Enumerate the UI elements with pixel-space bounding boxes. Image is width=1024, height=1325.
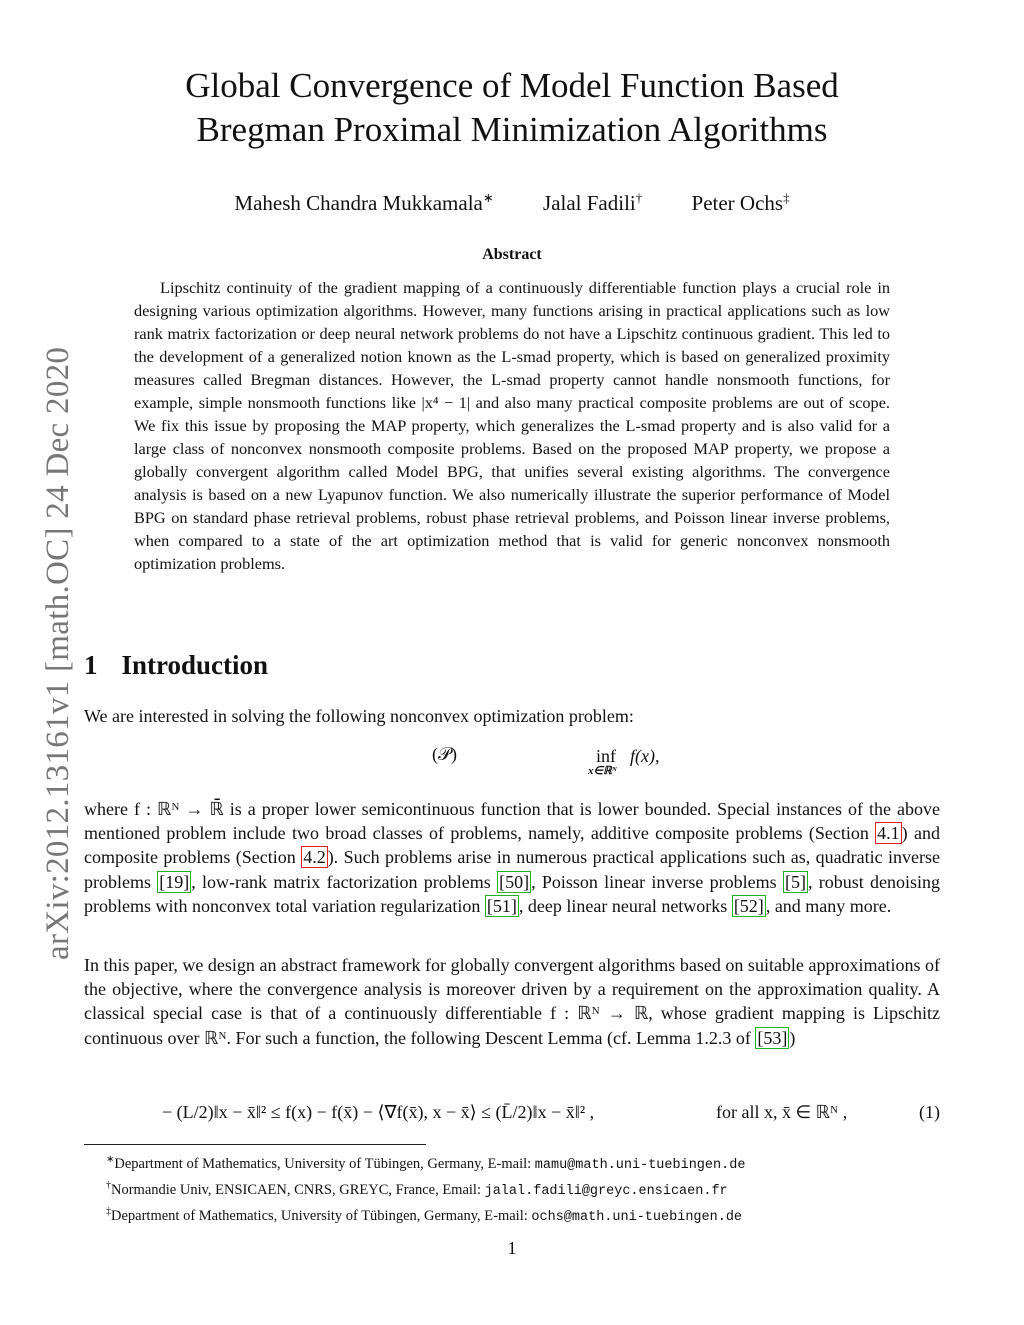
title-line-1: Global Convergence of Model Function Based xyxy=(185,66,839,105)
title-line-2: Bregman Proximal Minimization Algorithms xyxy=(196,110,828,149)
equation-body: − (L/2)‖x − x̄‖² ≤ f(x) − f(x̄) − ⟨∇f(x̄), x − x̄⟩ ≤ (L̄/2)‖x − x̄‖² , xyxy=(162,1102,595,1122)
intro-paragraph-3: In this paper, we design an abstract framework for globally convergent algorithms based on suitable approximations of the objective, where the convergence analysis is moreover driven by a requirement on the approximation quality. A classical special case is that of a continuously differentiable f : ℝᴺ → ℝ, whose gradient mapping is Lipschitz continuous over ℝᴺ. For such a function, the following Descent Lemma (cf. Lemma 1.2.3 of [53] ) xyxy=(84,955,940,1048)
citation-50[interactable]: [50] xyxy=(499,871,530,892)
section-ref-4-1[interactable]: 4.1 xyxy=(877,823,900,844)
equation-number: (1) xyxy=(919,1102,940,1122)
email-link-2[interactable]: jalal.fadili@greyc.ensicaen.fr xyxy=(484,1183,728,1199)
paper-title xyxy=(84,64,940,152)
equation-condition: for all x, x̄ ∈ ℝᴺ , xyxy=(716,1102,848,1122)
author-list xyxy=(84,190,940,216)
email-link-3[interactable]: ochs@math.uni-tuebingen.de xyxy=(531,1209,743,1225)
author-2: Jalal Fadili† xyxy=(543,190,643,215)
section-ref-4-2[interactable]: 4.2 xyxy=(303,847,326,868)
footnote-1: ∗Department of Mathematics, University of Tübingen, Germany, E-mail: mamu@math.uni-tuebingen.de xyxy=(106,1154,746,1173)
author-2-footnote-mark[interactable]: † xyxy=(635,190,643,205)
citation-53[interactable]: [53] xyxy=(757,1027,788,1048)
footnote-3: ‡Department of Mathematics, University of Tübingen, Germany, E-mail: ochs@math.uni-tuebingen.de xyxy=(106,1205,743,1225)
author-3: Peter Ochs‡ xyxy=(691,190,790,215)
section-number: 1 xyxy=(84,650,98,680)
problem-infimum-subscript: x∈ℝᴺ xyxy=(588,765,617,777)
problem-label: (𝒫) xyxy=(432,744,457,764)
intro-paragraph-2: where f : ℝᴺ → ℝ̄ is a proper lower semicontinuous function that is lower bounded. Special instances of the above mentioned problem include two broad classes of problems, namely, additive composite problems (Section 4.1 ) and composite problems (Section 4.2 ). Such problems arise in numerous practical applications such as, quadratic inverse problems [19] , low-rank matrix factorization problems [50] , Poisson linear inverse problems [5] , robust denoising problems with nonconvex total variation regularization [51] , deep linear neural networks [52] , and many more. xyxy=(84,799,941,916)
author-1-footnote-mark[interactable]: ∗ xyxy=(482,190,494,205)
page-number: 1 xyxy=(507,1238,517,1258)
problem-objective: f(x), xyxy=(630,746,660,766)
author-1: Mahesh Chandra Mukkamala∗ xyxy=(234,190,494,215)
citation-19[interactable]: [19] xyxy=(159,871,190,892)
citation-52[interactable]: [52] xyxy=(733,895,764,916)
footnote-2: †Normandie Univ, ENSICAEN, CNRS, GREYC, France, Email: jalal.fadili@greyc.ensicaen.fr xyxy=(106,1179,728,1199)
citation-51[interactable]: [51] xyxy=(486,895,517,916)
descent-lemma-equation xyxy=(84,1088,940,1138)
arxiv-identifier: arXiv:2012.13161v1 [math.OC] 24 Dec 2020 xyxy=(40,346,76,960)
footnotes xyxy=(84,1150,940,1227)
problem-display-equation xyxy=(84,744,940,784)
citation-5[interactable]: [5] xyxy=(784,871,806,892)
abstract-text: Lipschitz continuity of the gradient mapping of a continuously differentiable function plays a crucial role in designing various optimization algorithms. However, many functions arising in practical applications such as low rank matrix factorization or deep neural network problems do not have a Lipschitz continuous gradient. This led to the development of a generalized notion known as the L-smad property, which is based on generalized proximity measures called Bregman distances. However, the L-smad property cannot handle nonsmooth functions, for example, simple nonsmooth functions like |x⁴ − 1| and also many practical composite problems are out of scope. We fix this issue by proposing the MAP property, which generalizes the L-smad property and is also valid for a large class of nonconvex nonsmooth composite problems. Based on the proposed MAP property, we propose a globally convergent algorithm called Model BPG, that unifies several existing algorithms. The convergence analysis is based on a new Lyapunov function. We also numerically illustrate the superior performance of Model BPG on standard phase retrieval problems, robust phase retrieval problems, and Poisson linear inverse problems, when compared to a state of the art optimization method that is valid for generic nonconvex nonsmooth optimization problems. xyxy=(134,278,890,573)
footnote-divider xyxy=(84,1144,426,1145)
email-link-1[interactable]: mamu@math.uni-tuebingen.de xyxy=(534,1157,746,1173)
abstract-heading: Abstract xyxy=(482,246,542,263)
section-heading-introduction xyxy=(84,650,268,681)
intro-paragraph-1: We are interested in solving the following nonconvex optimization problem: xyxy=(84,706,634,726)
author-3-footnote-mark[interactable]: ‡ xyxy=(783,190,790,205)
problem-infimum: inf xyxy=(596,746,616,766)
section-title: Introduction xyxy=(121,650,269,680)
